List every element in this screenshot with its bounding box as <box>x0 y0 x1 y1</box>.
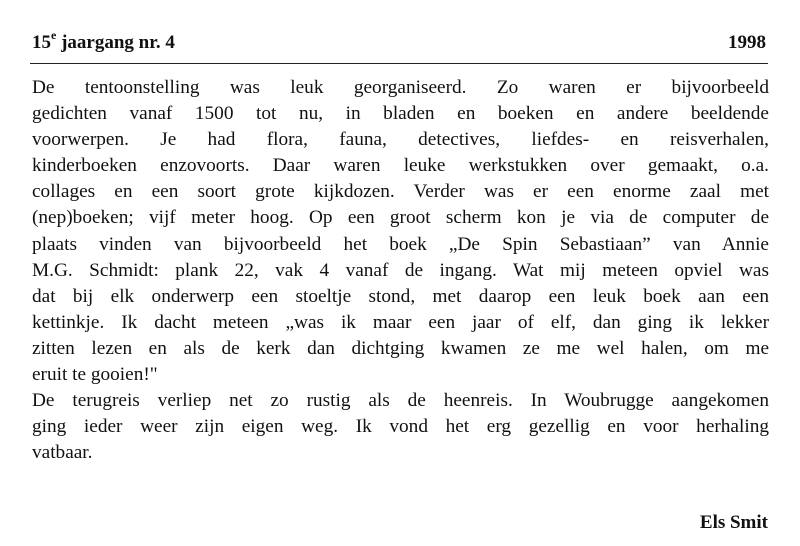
issue-label <box>32 27 175 56</box>
text-line: (nep)boeken; vijf meter hoog. Op een groot scherm kon je via de computer de <box>32 207 769 229</box>
text-line: kinderboeken enzovoorts. Daar waren leuke werkstukken over gemaakt, o.a. <box>32 155 769 177</box>
page-header <box>30 27 768 56</box>
article-body <box>32 75 769 466</box>
issue-number: 15 <box>32 32 51 53</box>
text-line: dat bij elk onderwerp een stoeltje stond, met daarop een leuk boek aan een <box>32 285 769 307</box>
text-line: ging ieder weer zijn eigen weg. Ik vond het erg gezellig en voor herhaling <box>32 416 769 438</box>
text-line: De tentoonstelling was leuk georganiseerd. Zo waren er bijvoorbeeld <box>32 77 769 98</box>
text-line: kettinkje. Ik dacht meteen „was ik maar een jaar of elf, dan ging ik lekker <box>32 311 769 333</box>
text-line: De terugreis verliep net zo rustig als de heenreis. In Woubrugge aangekomen <box>32 390 769 412</box>
issue-number-superscript: e <box>51 27 57 42</box>
issue-year: 1998 <box>728 32 766 53</box>
issue-rest: jaargang nr. 4 <box>56 32 175 53</box>
text-line: M.G. Schmidt: plank 22, vak 4 vanaf de ingang. Wat mij meteen opviel was <box>32 259 769 281</box>
paragraph-1 <box>32 75 769 388</box>
text-line: gedichten vanaf 1500 tot nu, in bladen en boeken en andere beeldende <box>32 103 769 125</box>
text-line: collages en een soort grote kijkdozen. Verder was er een enorme zaal met <box>32 181 769 203</box>
author-signature: Els Smit <box>699 512 768 533</box>
text-line: plaats vinden van bijvoorbeeld het boek „De Spin Sebastiaan” van Annie <box>32 233 769 255</box>
text-line: zitten lezen en als de kerk dan dichtging kwamen ze me wel halen, om me <box>32 337 769 359</box>
text-line: eruit te gooien!" <box>32 364 158 386</box>
text-line: voorwerpen. Je had flora, fauna, detectives, liefdes- en reisverhalen, <box>32 129 769 151</box>
text-line: vatbaar. <box>32 442 93 464</box>
header-divider <box>30 63 768 64</box>
paragraph-2 <box>32 388 769 466</box>
